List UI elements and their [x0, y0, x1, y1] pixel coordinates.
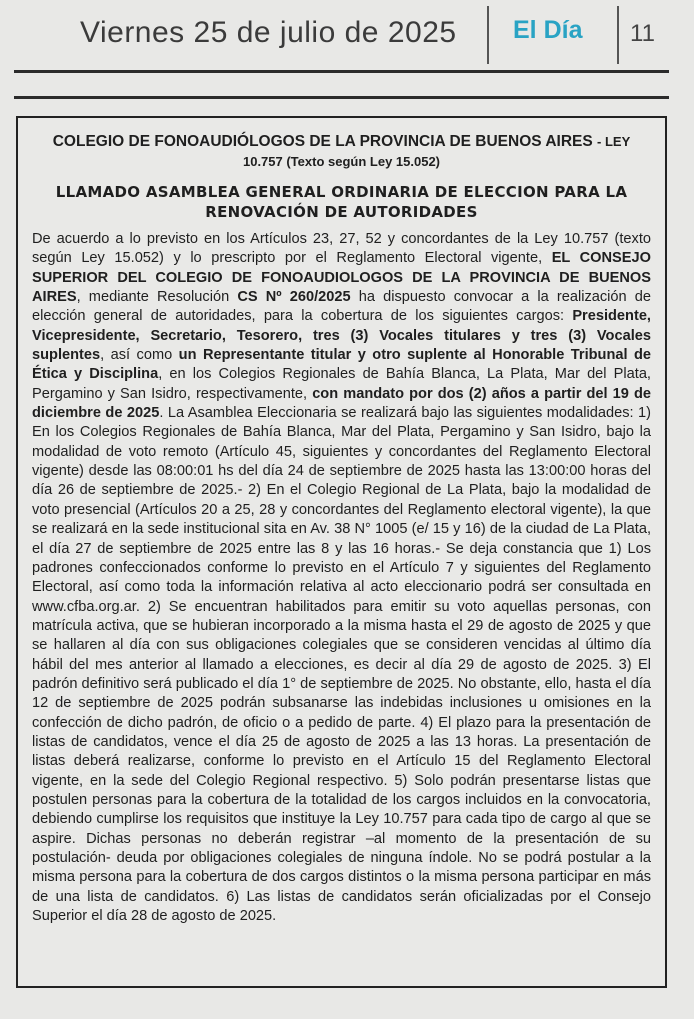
notice-heading: LLAMADO ASAMBLEA GENERAL ORDINARIA DE ELECCION PARA LA RENOVACIÓN DE AUTORIDADES: [55, 183, 628, 221]
header-rule: [14, 70, 669, 73]
text-segment: , así como: [100, 347, 179, 364]
bold-text-segment: CS Nº 260/2025: [237, 289, 351, 306]
bold-text-segment: un Representante titular y otro suplente al Honorable Tribunal de Ética y Disciplina: [32, 347, 652, 383]
bold-text-segment: Presidente, Vicepresidente, Secretario, Tesorero, tres (3) Vocales titulares y tres (3) Vocales suplentes: [32, 308, 651, 364]
organization-title: [32, 132, 651, 172]
text-segment: , mediante Resolución: [76, 289, 238, 306]
header-divider: [617, 6, 619, 64]
organization-law: - LEY 10.757 (Texto según Ley 15.052): [242, 134, 631, 169]
organization-name: COLEGIO DE FONOAUDIÓLOGOS DE LA PROVINCIA DE BUENOS AIRES: [52, 133, 593, 150]
section-rule: [14, 96, 669, 99]
text-segment: . La Asamblea Eleccionaria se realizará bajo las siguientes modalidades: 1) En los Colegios Regionales de Bahía Blanca, Mar del Plata, Pergamino y San Isidro, bajo la modalidad de voto remoto (Artículo 45, siguientes y concordantes del Reglamento Electoral vigente) desde las 08:00:01 hs del día 24 de septiembre de 2025 hasta las 13:00:00 horas del día 26 de septiembre de 2025.- 2) En el Colegio Regional de La Plata, bajo la modalidad de voto presencial (Artículos 20 a 25, 28 y concordantes del Reglamento electoral vigente), la que se realizará en la sede institucional sita en Av. 38 N° 1005 (e/ 15 y 16) de la ciudad de La Plata, el día 27 de septiembre de 2025 entre las 8 y las 16 horas.- Se deja constancia que 1) Los padrones confeccionados conforme lo previsto en el Artículo 7 y siguientes del Reglamento Electoral, así como toda la información relativa al acto eleccionario podrá ser consultada en www.cfba.org.ar. 2) Se encuentran habilitados para emitir su voto aquellas personas, con matrícula activa, que se hubieran incorporado a la misma hasta el 29 de agosto de 2025 y que se hallaren al día con sus obligaciones colegiales que se consideren vencidas al último día hábil del mes anterior al llamado a elecciones, es decir al día 29 de agosto de 2025. 3) El padrón definitivo será publicado el día 1° de septiembre de 2025. No obstante, ello, hasta el día 12 de septiembre de 2025 podrán subsanarse las indebidas inclusiones u omisiones en la confección de dicho padrón, de oficio o a pedido de parte. 4) El plazo para la presentación de listas de candidatos, vence el día 25 de agosto de 2025 a las 13 horas. La presentación de listas deberá realizarse, conforme lo previsto en el Artículo 15 del Reglamento Electoral vigente, en la sede del Colegio Regional respectivo. 5) Solo podrán presentarse listas que postulen personas para la cobertura de la totalidad de los cargos incluidos en la convocatoria, debiendo cumplirse los requisitos que instituye la Ley 10.757 para cada tipo de cargo al que se aspire. Dichas personas no deberán registrar –al momento de la presentación de su postulación- deuda por obligaciones colegiales de ninguna índole. No se podrá postular a la misma persona para la cobertura de dos cargos distintos o la misma persona participar en más de una lista de candidatos. 6) Las listas de candidatos serán oficializadas por el Consejo Superior el día 28 de agosto de 2025.: [32, 405, 651, 925]
header-divider: [487, 6, 489, 64]
bold-text-segment: EL CONSEJO SUPERIOR DEL COLEGIO DE FONOAUDIOLOGOS DE LA PROVINCIA DE BUENOS AIRES: [32, 250, 651, 306]
page-number: 11: [630, 20, 655, 47]
legal-notice: [16, 116, 667, 988]
bleed-through-text: [420, 994, 424, 1009]
text-segment: , en los Colegios Regionales de Bahía Blanca, La Plata, Mar del Plata, Pergamino y San Isidro, respectivamente,: [32, 366, 651, 402]
newspaper-logo: El Día: [513, 16, 583, 44]
bold-text-segment: con mandato por dos (2) años a partir del 19 de diciembre de 2025: [32, 385, 651, 422]
text-segment: De acuerdo a lo previsto en los Artículos 23, 27, 52 y concordantes de la Ley 10.757 (texto según Ley 15.052) y lo prescripto por el Reglamento Electoral vigente,: [32, 231, 651, 267]
notice-body: [32, 230, 651, 926]
text-segment: ha dispuesto convocar a la realización de elección general de autoridades, para la cobertura de los siguientes cargos:: [32, 289, 651, 325]
publication-date: Viernes 25 de julio de 2025: [80, 16, 457, 49]
page-header: [0, 0, 694, 72]
